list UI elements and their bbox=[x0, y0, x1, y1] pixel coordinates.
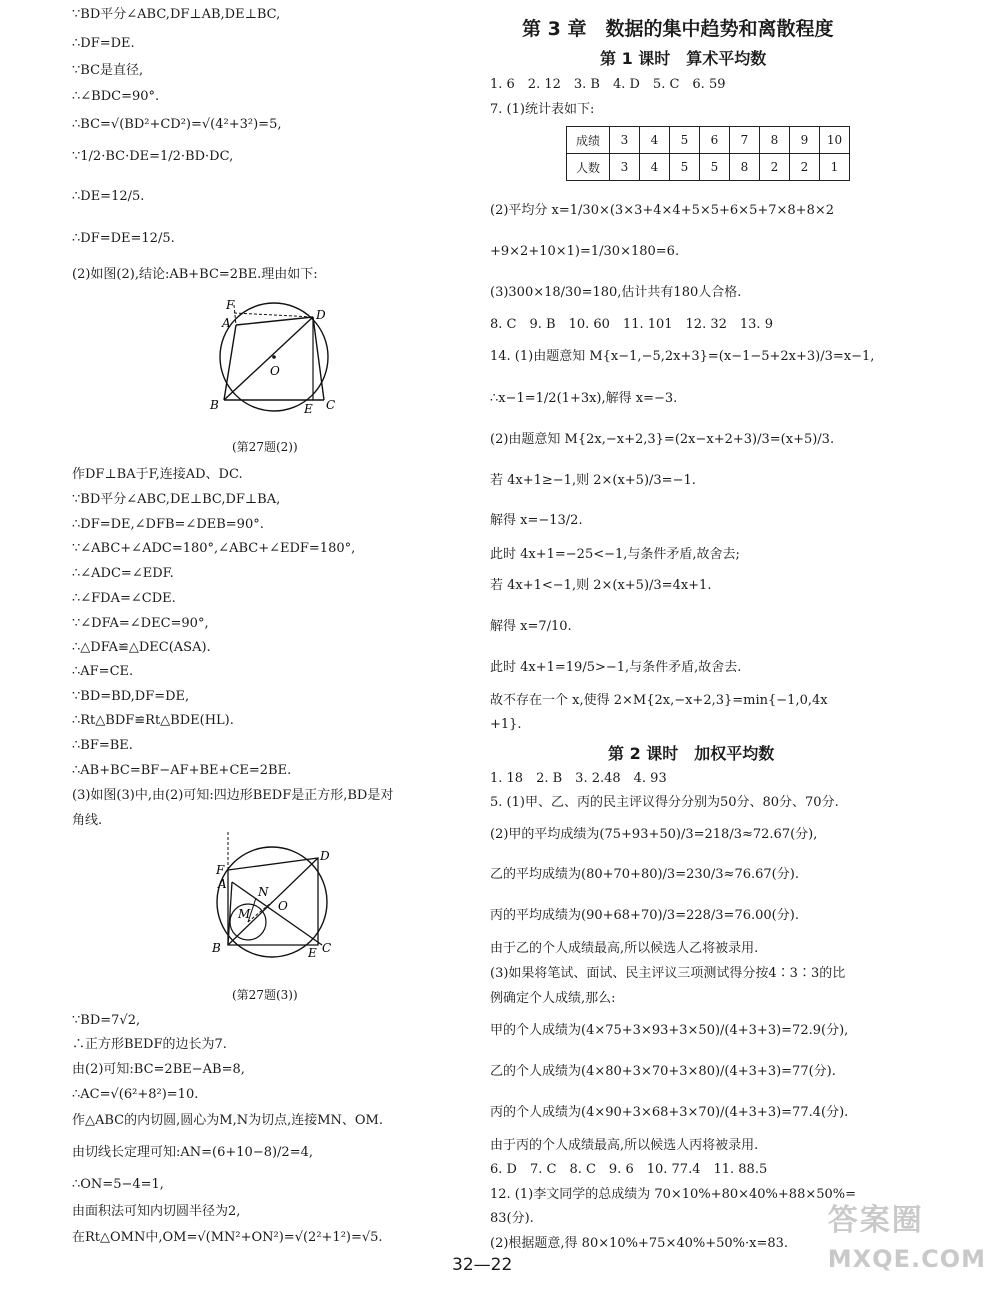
text-line: 12. (1)李文同学的总成绩为 70×10%+80×40%+88×50%= bbox=[490, 1187, 857, 1202]
table-cell: 10 bbox=[820, 127, 850, 154]
text-line: ∵BC是直径, bbox=[72, 63, 144, 78]
text-line: ∵∠DFA=∠DEC=90°, bbox=[72, 616, 209, 631]
table-row bbox=[567, 154, 850, 181]
table-cell: 5 bbox=[670, 154, 700, 181]
text-line: 作△ABC的内切圆,圆心为M,N为切点,连接MN、OM. bbox=[72, 1113, 383, 1128]
text-line: 1. 6 2. 12 3. B 4. D 5. C 6. 59 bbox=[490, 77, 726, 92]
label-d: D bbox=[320, 849, 330, 863]
table-header-cell: 人数 bbox=[567, 154, 610, 181]
text-line: 由切线长定理可知:AN=(6+10−8)/2=4, bbox=[72, 1145, 313, 1160]
text-line: ∴DE=12/5. bbox=[72, 189, 145, 204]
text-line: ∴ON=5−4=1, bbox=[72, 1177, 164, 1192]
text-line: 解得 x=−13/2. bbox=[490, 513, 583, 528]
text-line: +1}. bbox=[490, 717, 522, 732]
figure-caption: (第27题(2)) bbox=[232, 440, 298, 454]
label-a: A bbox=[222, 316, 231, 330]
text-line: ∴AB+BC=BF−AF+BE+CE=2BE. bbox=[72, 763, 292, 778]
label-n: N bbox=[258, 885, 269, 899]
figure-caption: (第27题(3)) bbox=[232, 988, 298, 1002]
text-line: +9×2+10×1)=1/30×180=6. bbox=[490, 244, 680, 259]
watermark-title: 答案圈 bbox=[827, 1203, 924, 1238]
text-line: 在Rt△OMN中,OM=√(MN²+ON²)=√(2²+1²)=√5. bbox=[72, 1230, 383, 1245]
table-cell: 4 bbox=[640, 154, 670, 181]
text-line: 6. D 7. C 8. C 9. 6 10. 77.4 11. 88.5 bbox=[490, 1162, 768, 1177]
text-line: 由于丙的个人成绩最高,所以候选人丙将被录用. bbox=[490, 1138, 759, 1153]
segment-ad bbox=[236, 317, 313, 325]
figure-27-2 bbox=[210, 295, 348, 420]
text-line: (3)300×18/30=180,估计共有180人合格. bbox=[490, 285, 742, 300]
text-line: ∵BD平分∠ABC,DE⊥BC,DF⊥BA, bbox=[72, 492, 281, 507]
text-line: ∴∠FDA=∠CDE. bbox=[72, 591, 176, 606]
table-cell: 3 bbox=[610, 154, 640, 181]
label-d: D bbox=[316, 308, 326, 322]
text-line: (2)平均分 x=1/30×(3×3+4×4+5×5+6×5+7×8+8×2 bbox=[490, 203, 834, 218]
text-line: (3)如图(3)中,由(2)可知:四边形BEDF是正方形,BD是对 bbox=[72, 788, 394, 803]
label-o: O bbox=[278, 899, 288, 913]
text-line: ∴∠BDC=90°. bbox=[72, 89, 160, 104]
text-line: 由于乙的个人成绩最高,所以候选人乙将被录用. bbox=[490, 941, 759, 956]
text-line: 甲的个人成绩为(4×75+3×93+3×50)/(4+3+3)=72.9(分), bbox=[490, 1023, 849, 1038]
text-line: (2)甲的平均成绩为(75+93+50)/3=218/3≈72.67(分), bbox=[490, 827, 818, 842]
text-line: 解得 x=7/10. bbox=[490, 619, 572, 634]
text-line: ∴∠ADC=∠EDF. bbox=[72, 566, 174, 581]
text-line: ∴DF=DE,∠DFB=∠DEB=90°. bbox=[72, 517, 264, 532]
lesson-2-title: 第 2 课时 加权平均数 bbox=[608, 744, 775, 763]
text-line: (2)根据题意,得 80×10%+75×40%+50%·x=83. bbox=[490, 1236, 789, 1251]
label-m: M bbox=[238, 907, 251, 921]
text-line: ∴Rt△BDF≌Rt△BDE(HL). bbox=[72, 713, 234, 728]
text-line: ∴BF=BE. bbox=[72, 738, 133, 753]
text-line: ∵BD平分∠ABC,DF⊥AB,DE⊥BC, bbox=[72, 7, 281, 22]
text-line: ∵BD=BD,DF=DE, bbox=[72, 689, 190, 704]
text-line: 丙的个人成绩为(4×90+3×68+3×70)/(4+3+3)=77.4(分). bbox=[490, 1105, 849, 1120]
table-row bbox=[567, 127, 850, 154]
table-cell: 5 bbox=[670, 127, 700, 154]
table-cell: 2 bbox=[760, 154, 790, 181]
label-e: E bbox=[304, 402, 313, 416]
text-line: 此时 4x+1=19/5>−1,与条件矛盾,故舍去. bbox=[490, 660, 742, 675]
figure-27-3 bbox=[210, 830, 350, 970]
table-cell: 8 bbox=[730, 154, 760, 181]
segment-fd bbox=[234, 313, 313, 317]
text-line: ∴正方形BEDF的边长为7. bbox=[72, 1037, 227, 1052]
text-line: 1. 18 2. B 3. 2.48 4. 93 bbox=[490, 771, 667, 786]
page-number: 32—22 bbox=[452, 1255, 513, 1275]
statistics-table bbox=[566, 126, 850, 181]
table-cell: 4 bbox=[640, 127, 670, 154]
text-line: 丙的平均成绩为(90+68+70)/3=228/3=76.00(分). bbox=[490, 908, 799, 923]
label-f: F bbox=[216, 863, 225, 877]
text-line: 83(分). bbox=[490, 1211, 534, 1226]
label-o: O bbox=[270, 364, 280, 378]
text-line: ∴DF=DE. bbox=[72, 36, 135, 51]
text-line: 由面积法可知内切圆半径为2, bbox=[72, 1204, 241, 1219]
text-line: ∵∠ABC+∠ADC=180°,∠ABC+∠EDF=180°, bbox=[72, 541, 356, 556]
text-line: (2)由题意知 M{2x,−x+2,3}=(2x−x+2+3)/3=(x+5)/3. bbox=[490, 432, 835, 447]
text-line: 作DF⊥BA于F,连接AD、DC. bbox=[72, 467, 243, 482]
label-c: C bbox=[326, 398, 336, 412]
text-line: 乙的平均成绩为(80+70+80)/3=230/3≈76.67(分). bbox=[490, 867, 799, 882]
text-line: 此时 4x+1=−25<−1,与条件矛盾,故舍去; bbox=[490, 547, 740, 562]
table-cell: 2 bbox=[790, 154, 820, 181]
text-line: 乙的个人成绩为(4×80+3×70+3×80)/(4+3+3)=77(分). bbox=[490, 1064, 836, 1079]
label-f: F bbox=[226, 298, 235, 312]
center-point bbox=[272, 355, 276, 359]
table-cell: 6 bbox=[700, 127, 730, 154]
text-line: ∴AC=√(6²+8²)=10. bbox=[72, 1087, 199, 1102]
text-line: ∴BC=√(BD²+CD²)=√(4²+3²)=5, bbox=[72, 117, 282, 132]
text-line: 8. C 9. B 10. 60 11. 101 12. 32 13. 9 bbox=[490, 317, 773, 332]
text-line: 7. (1)统计表如下: bbox=[490, 102, 595, 117]
watermark bbox=[828, 1195, 986, 1273]
table-cell: 8 bbox=[760, 127, 790, 154]
text-line: 由(2)可知:BC=2BE−AB=8, bbox=[72, 1062, 245, 1077]
lesson-1-title: 第 1 课时 算术平均数 bbox=[600, 49, 767, 68]
label-e: E bbox=[308, 946, 317, 960]
text-line: ∴△DFA≌△DEC(ASA). bbox=[72, 640, 211, 655]
label-c: C bbox=[322, 941, 332, 955]
label-b: B bbox=[210, 398, 219, 412]
text-line: ∴x−1=1/2(1+3x),解得 x=−3. bbox=[490, 391, 678, 406]
text-line: ∴AF=CE. bbox=[72, 664, 134, 679]
label-a: A bbox=[218, 877, 227, 891]
text-line: 14. (1)由题意知 M{x−1,−5,2x+3}=(x−1−5+2x+3)/3=x−1, bbox=[490, 349, 875, 364]
text-line: 故不存在一个 x,使得 2×M{2x,−x+2,3}=min{−1,0,4x bbox=[490, 693, 828, 708]
table-cell: 5 bbox=[700, 154, 730, 181]
label-b: B bbox=[212, 941, 221, 955]
segment-bd bbox=[224, 317, 313, 400]
text-line: 角线. bbox=[72, 813, 103, 828]
text-line: ∵BD=7√2, bbox=[72, 1013, 141, 1028]
table-cell: 7 bbox=[730, 127, 760, 154]
table-cell: 1 bbox=[820, 154, 850, 181]
text-line: 5. (1)甲、乙、丙的民主评议得分分别为50分、80分、70分. bbox=[490, 795, 839, 810]
text-line: 若 4x+1≥−1,则 2×(x+5)/3=−1. bbox=[490, 473, 696, 488]
table-cell: 9 bbox=[790, 127, 820, 154]
segment-bd bbox=[228, 858, 318, 945]
table-cell: 3 bbox=[610, 127, 640, 154]
chapter-title: 第 3 章 数据的集中趋势和离散程度 bbox=[522, 18, 834, 40]
text-line: (3)如果将笔试、面试、民主评议三项测试得分按4∶3∶3的比 bbox=[490, 966, 846, 981]
watermark-url: MXQE.COM bbox=[827, 1245, 986, 1273]
table-header-cell: 成绩 bbox=[567, 127, 610, 154]
text-line: 例确定个人成绩,那么: bbox=[490, 991, 616, 1006]
text-line: 若 4x+1<−1,则 2×(x+5)/3=4x+1. bbox=[490, 578, 712, 593]
text-line: (2)如图(2),结论:AB+BC=2BE.理由如下: bbox=[72, 267, 318, 282]
text-line: ∵1/2·BC·DE=1/2·BD·DC, bbox=[72, 149, 234, 164]
text-line: ∴DF=DE=12/5. bbox=[72, 231, 175, 246]
